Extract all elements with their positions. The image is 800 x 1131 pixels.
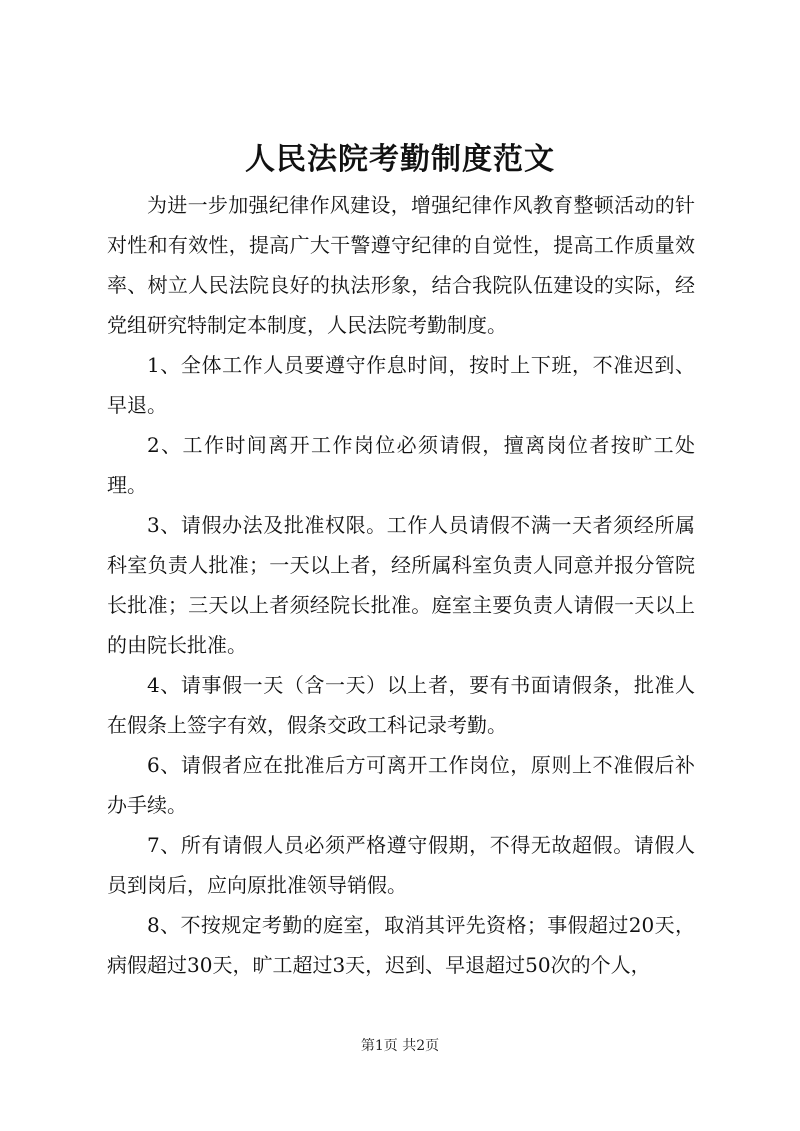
rule-paragraph-7: 7、所有请假人员必须严格遵守假期，不得无故超假。请假人员到岗后，应向原批准领导销假。 (107, 833, 695, 897)
rule-paragraph-1: 1、全体工作人员要遵守作息时间，按时上下班，不准迟到、早退。 (107, 353, 695, 417)
rule-paragraph-2: 2、工作时间离开工作岗位必须请假，擅离岗位者按旷工处理。 (107, 433, 695, 497)
rule-paragraph-8: 8、不按规定考勤的庭室，取消其评先资格；事假超过20天，病假超过30天，旷工超过3天，迟到、早退超过50次的个人， (107, 913, 695, 977)
document-title: 人民法院考勤制度范文 (245, 142, 555, 177)
document-body (107, 185, 695, 985)
intro-paragraph: 为进一步加强纪律作风建设，增强纪律作风教育整顿活动的针对性和有效性，提高广大干警遵守纪律的自觉性，提高工作质量效率、树立人民法院良好的执法形象，结合我院队伍建设的实际，经党组研究特制定本制度，人民法院考勤制度。 (107, 193, 695, 337)
page-number-footer: 第1页 共2页 (360, 1038, 440, 1054)
rule-paragraph-4: 4、请事假一天（含一天）以上者，要有书面请假条，批准人在假条上签字有效，假条交政工科记录考勤。 (107, 673, 695, 737)
rule-paragraph-6: 6、请假者应在批准后方可离开工作岗位，原则上不准假后补办手续。 (107, 753, 695, 817)
rule-paragraph-3: 3、请假办法及批准权限。工作人员请假不满一天者须经所属科室负责人批准；一天以上者，经所属科室负责人同意并报分管院长批准；三天以上者须经院长批准。庭室主要负责人请假一天以上的由院长批准。 (107, 513, 695, 657)
